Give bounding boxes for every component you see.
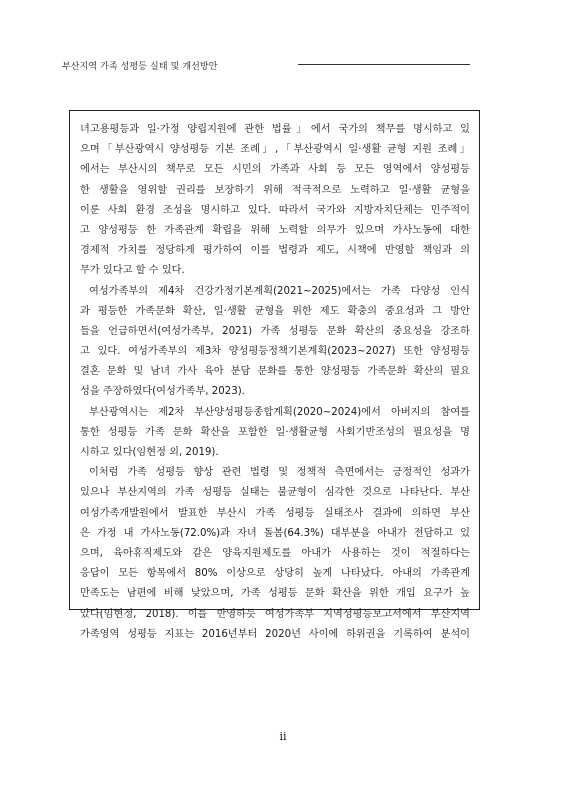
text-line: 응답이 모든 항목에서 80% 이상으로 상당히 높게 나타났다. 아내의 가족관계 (80, 568, 470, 580)
body-text (80, 120, 470, 645)
text-line: 은 가정 내 가사노동(72.0%)과 자녀 돌봄(64.3%) 대부분을 아내가 전담하고 있 (80, 527, 470, 539)
text-line: 과 평등한 가족문화 확산, 일·생활 균형을 위한 제도 확충의 중요성과 그 방안 (80, 305, 470, 317)
text-line: 통한 성평등 가족 문화 확산을 포함한 일·생활균형 사회기반조성의 필요성을 명 (80, 426, 470, 438)
text-line: 으며「부산광역시 양성평등 기본 조례」,「부산광역시 일·생활 균형 지원 조례」 (80, 144, 470, 156)
text-line: 들을 언급하면서(여성가족부, 2021) 가족 성평등 문화 확산의 중요성을 강조하 (80, 325, 470, 337)
text-line: 있으나 부산지역의 가족 성평등 실태는 불균형이 심각한 것으로 나타난다. 부산 (80, 487, 470, 499)
paragraph (80, 403, 470, 464)
text-line: 만족도는 남편에 비해 낮았으며, 가족 성평등 문화 확산을 위한 개입 요구가 높 (80, 588, 470, 600)
text-line: 았다(임현정, 2018). 이를 반영하듯 여성가족부 지역성평등보고서에서 부산지역 (80, 608, 470, 620)
running-header-title: 부산지역 가족 성평등 실태 및 개선방안 (62, 62, 218, 72)
text-line: 에서는 부산시의 책무로 모든 시민의 가족과 사회 등 모든 영역에서 양성평등 (80, 164, 470, 176)
paragraph (80, 463, 470, 645)
paragraph (80, 282, 470, 403)
text-line: 고 양성평등 한 가족관계 확립을 위해 노력할 의무가 있으며 가사노동에 대한 (80, 224, 470, 236)
text-line: 성을 주장하였다(여성가족부, 2023). (80, 386, 245, 398)
header-rule (298, 64, 470, 65)
text-line: 녀고용평등과 일·가정 양립지원에 관한 법률」에서 국가의 책무를 명시하고 있 (80, 124, 470, 135)
text-line: 여성가족개발원에서 발표한 부산시 가족 성평등 실태조사 결과에 의하면 부산 (80, 507, 470, 519)
text-line: 결혼 문화 및 남녀 가사 육아 분담 문화를 통한 양성평등 가족문화 확산의 필요 (80, 366, 470, 378)
page-number: ii (279, 730, 287, 743)
paragraph (80, 120, 470, 282)
text-line: 이처럼 가족 성평등 향상 관련 법령 및 정책적 측면에서는 긍정적인 성과가 (89, 467, 470, 479)
text-line: 한 생활을 영위할 권리를 보장하기 위해 적극적으로 노력하고 일·생활 균형을 (80, 184, 470, 196)
text-line: 여성가족부의 제4차 건강가정기본계획(2021~2025)에서는 가족 다양성 인식 (89, 285, 470, 297)
text-line: 고 있다. 여성가족부의 제3차 양성평등정책기본계획(2023~2027) 또한 양성평등 (80, 346, 470, 358)
text-line: 무가 있다고 할 수 있다. (80, 265, 185, 277)
text-line: 부산광역시는 제2차 부산양성평등종합계획(2020~2024)에서 아버지의 참여를 (89, 406, 470, 418)
text-line: 으며, 육아휴직제도와 같은 양육지원제도를 아내가 사용하는 것이 적절하다는 (80, 547, 470, 559)
text-line: 시하고 있다(임현정 외, 2019). (80, 447, 219, 458)
text-line: 경제적 가치를 정당하게 평가하여 이를 법령과 제도, 시책에 반영할 책임과 의 (80, 245, 470, 257)
text-line: 가족영역 성평등 지표는 2016년부터 2020년 사이에 하위권을 기록하여 분석이 (80, 628, 470, 640)
text-line: 이룬 사회 환경 조성을 명시하고 있다. 따라서 국가와 지방자치단체는 민주적이 (80, 204, 470, 216)
